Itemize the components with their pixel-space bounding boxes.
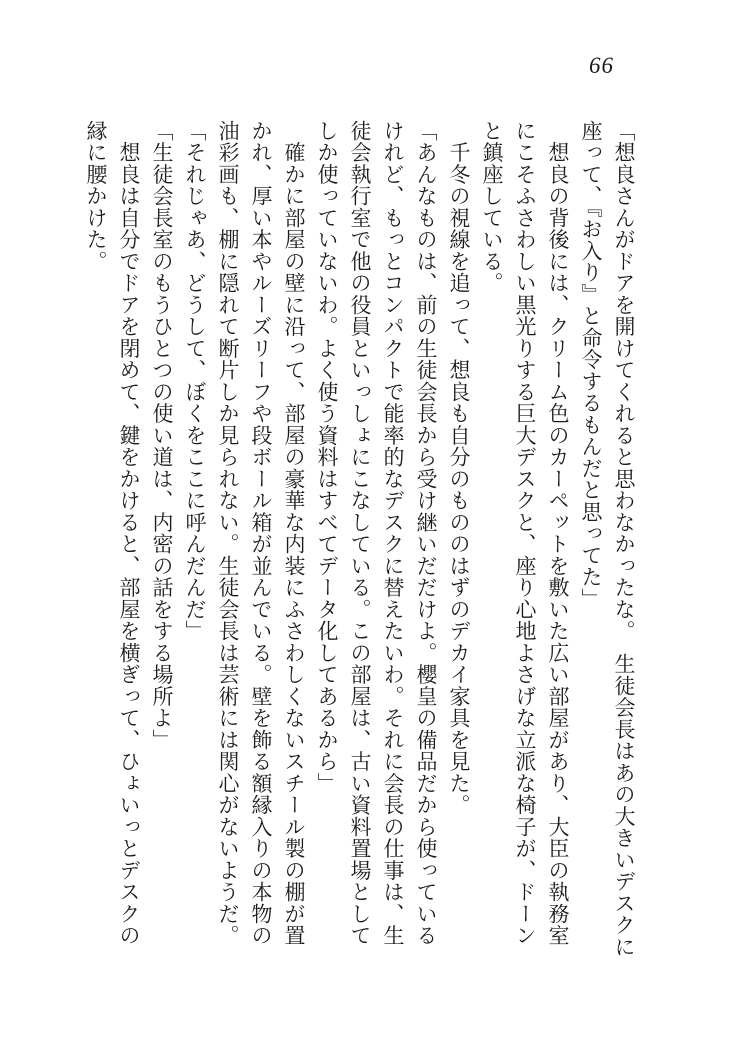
paragraph-dialogue-2: 「あんなものは、前の生徒会長から受け継いだだけよ。櫻皇の備品だから使っているけれど、もっとコンパクトで能率的なデスクに替えたいわ。それに会長の仕事は、生徒会執行室で他の役員といっしょにこなしている。この部屋は、古い資料置場としてしか使っていないわ。よく使う資料はすべてデータ化してあるから」 [315,120,438,947]
paragraph-narration-3: 確かに部屋の壁に沿って、部屋の豪華な内装にふさわしくないスチール製の棚が置かれ、厚い本やルーズリーフや段ボール箱が並んでいる。壁を飾る額縁入りの本物の油彩画も、棚に隠れて断片しか見られない。生徒会長は芸術には関心がないようだ。 [216,120,306,947]
page-number: 66 [589,53,614,78]
paragraph-narration-2: 千冬の視線を追って、想良も自分のもののはずのデカイ家具を見た。 [447,120,471,816]
paragraph-dialogue-4: 「生徒会長室のもうひとつの使い道は、内密の話をする場所よ」 [150,120,174,751]
paragraph-narration-4: 想良は自分でドアを閉めて、鍵をかけると、部屋を横ぎって、ひょいっとデスクの縁に腰かけた。 [84,120,141,947]
page-text-body [68,120,640,960]
paragraph-dialogue-3: 「それじゃあ、どうして、ぼくをここに呼んだんだ」 [183,120,207,642]
paragraph-narration-1: 想良の背後には、クリーム色のカーペットを敷いた広い部屋があり、大臣の執務室にこそふさわしい黒光りする巨大デスクと、座り心地よさげな立派な椅子が、ドーンと鎮座している。 [480,120,570,947]
paragraph-dialogue-1: 「想良さんがドアを開けてくれると思わなかったな。 生徒会長はあの大きいデスクに座って、『お入り』と命令するもんだと思ってた」 [579,120,636,958]
